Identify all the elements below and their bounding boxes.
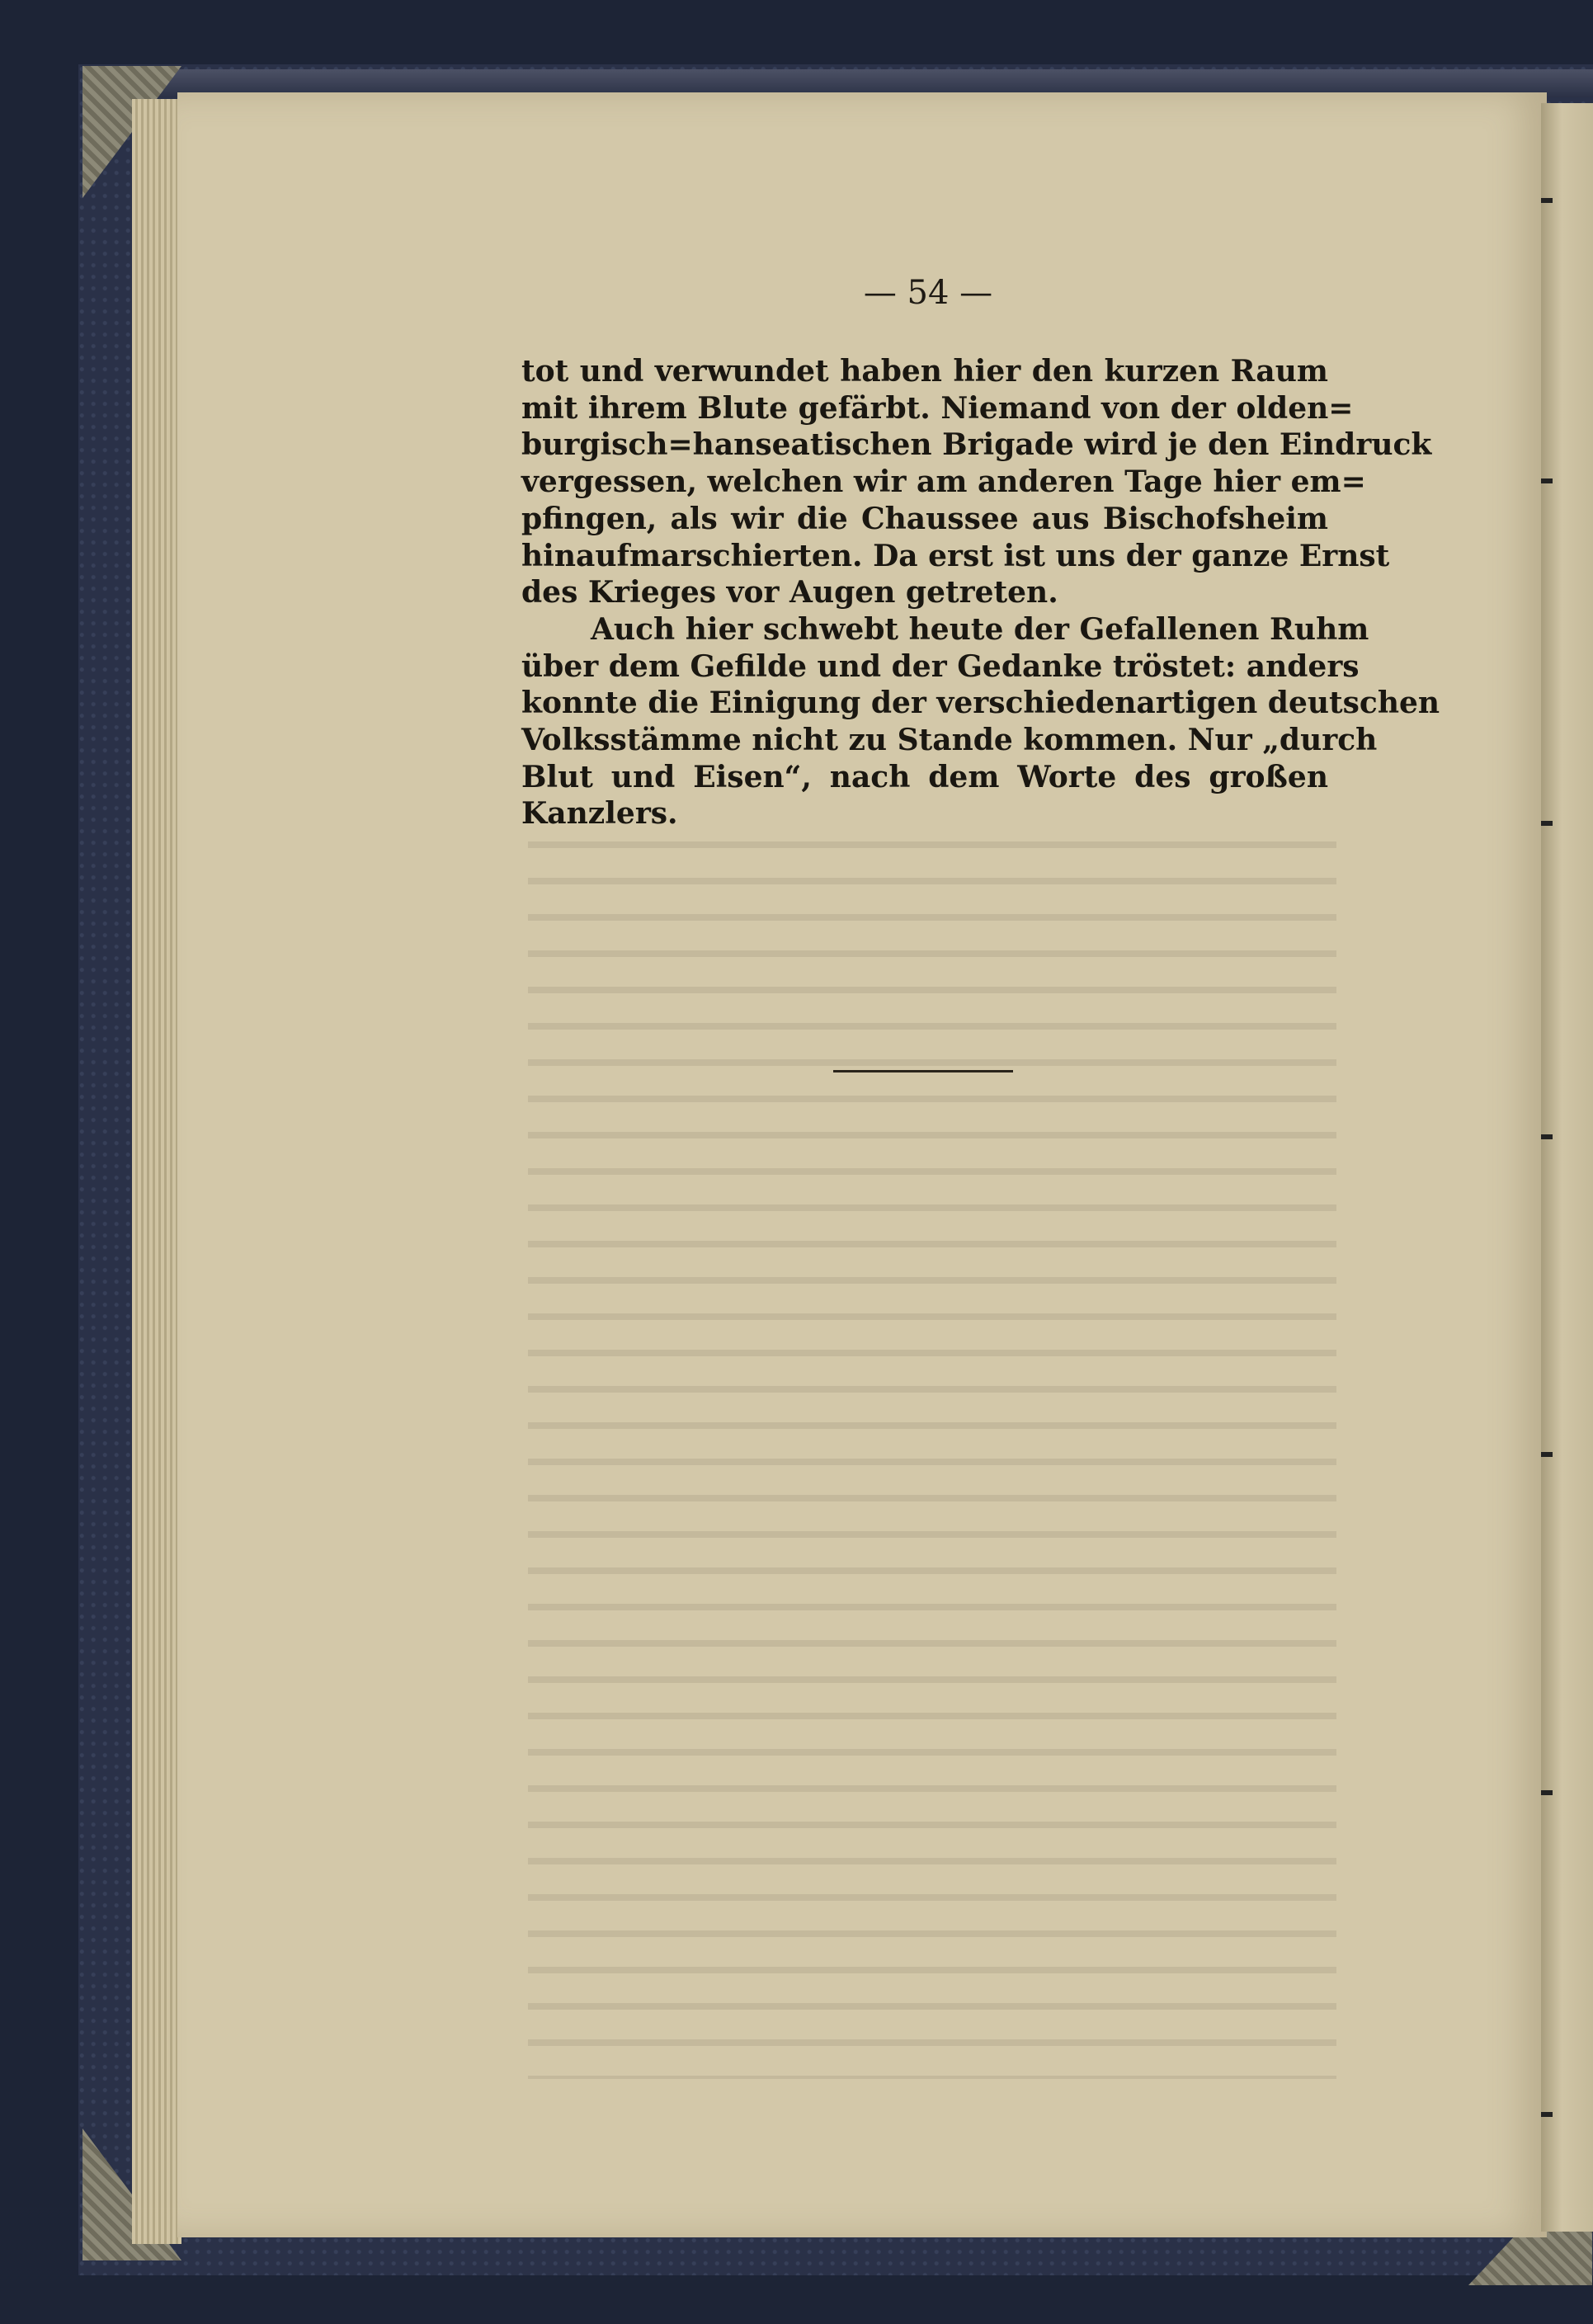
facing-page-mark [1541,198,1553,203]
facing-page-mark [1541,1790,1553,1795]
facing-page-mark [1541,821,1553,826]
text-line: tot und verwundet haben hier den kurzen Raum [521,354,1328,389]
show-through-text [528,841,1336,2079]
text-line: des Krieges vor Augen getreten. [521,575,1058,610]
facing-page-mark [1541,2112,1553,2117]
text-line: hinaufmarschierten. Da erst ist uns der ganze Ernst [521,538,1390,573]
text-line: pfingen, als wir die Chaussee aus Bischofsheim [521,501,1328,536]
text-line: über dem Gefilde und der Gedanke tröstet: anders [521,648,1360,684]
body-text [521,353,1440,832]
text-line: vergessen, welchen wir am anderen Tage hier em= [521,464,1366,500]
facing-page-mark [1541,478,1553,483]
facing-page-mark [1541,1134,1553,1139]
page-number: — 54 — [863,274,993,312]
facing-page-edge [1541,103,1593,2232]
text-line: Kanzlers. [521,796,678,832]
text-line: Blut und Eisen“, nach dem Worte des großen [521,759,1328,794]
text-line: Volksstämme nicht zu Stande kommen. Nur „durch [521,723,1378,758]
page-block-edge [132,99,181,2244]
text-line: Auch hier schwebt heute der Gefallenen Ruhm [591,611,1369,647]
text-line: mit ihrem Blute gefärbt. Niemand von der olden= [521,390,1354,426]
text-line: konnte die Einigung der verschiedenartigen deutschen [521,686,1440,721]
facing-page-mark [1541,1452,1553,1457]
section-divider-rule [833,1070,1013,1072]
text-line: burgisch=hanseatischen Brigade wird je den Eindruck [521,427,1432,463]
